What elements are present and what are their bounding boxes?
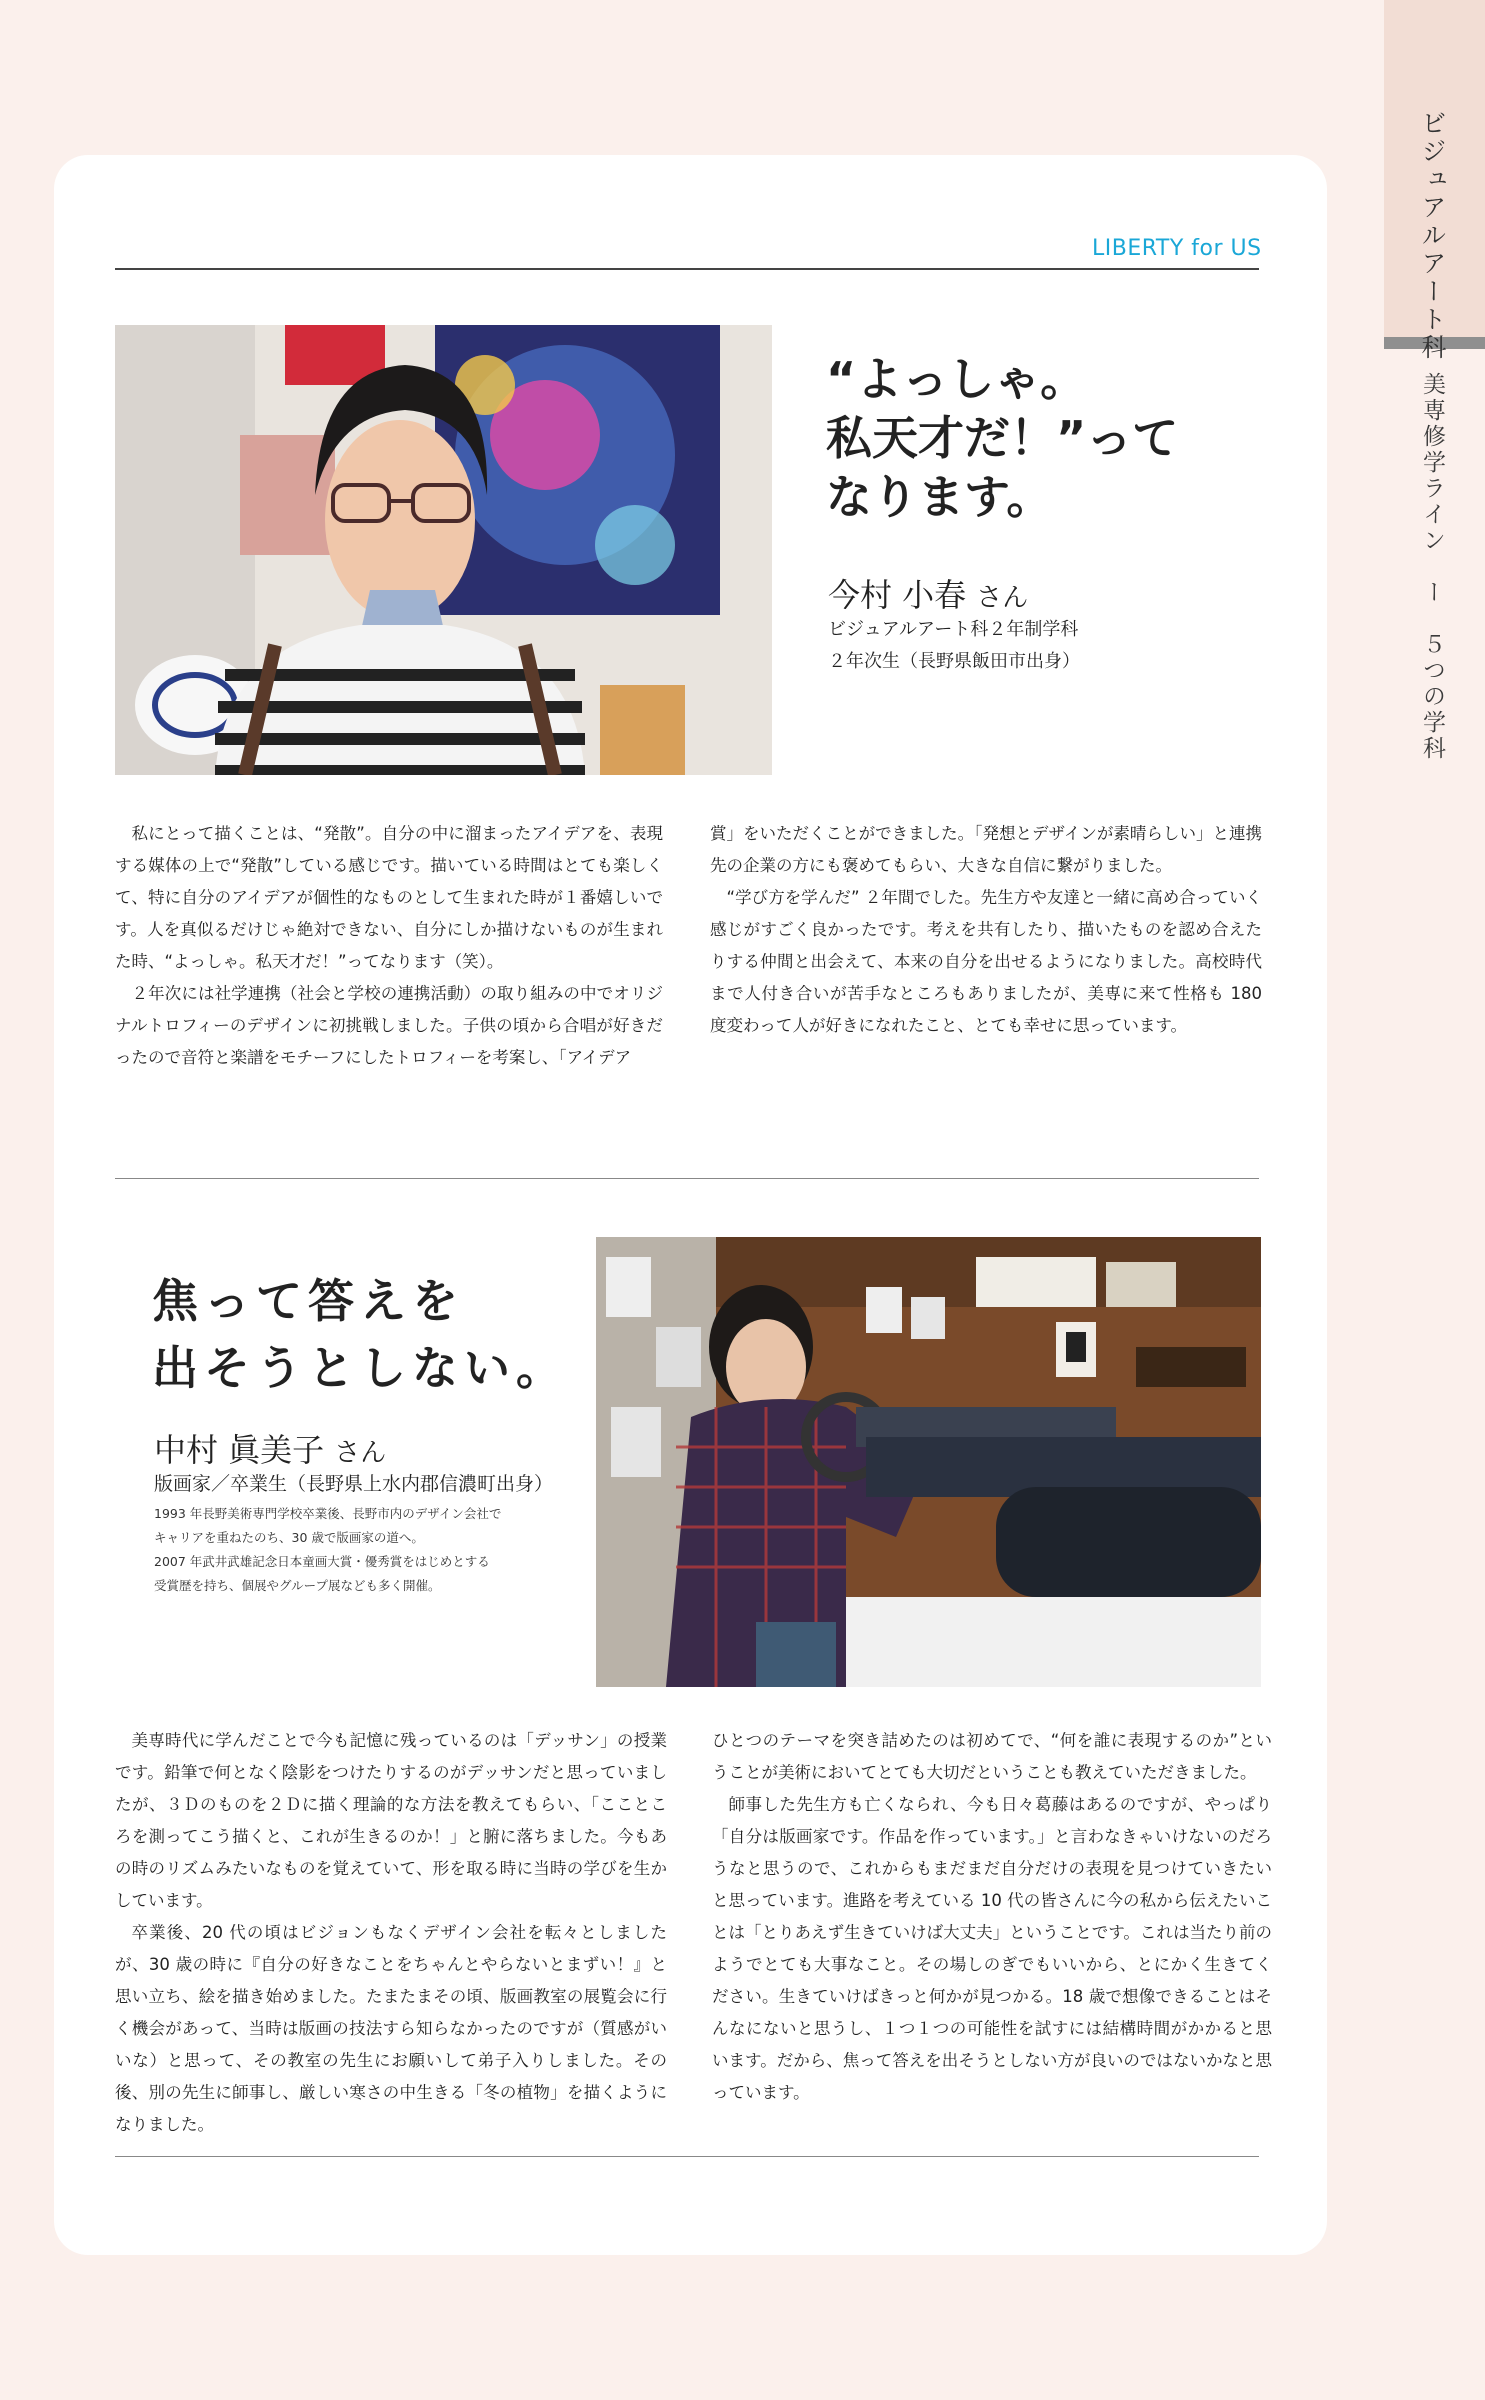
info-line: ２年次生（長野県飯田市出身） — [828, 651, 1080, 672]
paragraph: “学び方を学んだ” ２年間でした。先生方や友達と一緒に高め合っていく感じがすごく良かったです。考えを共有したり、描いたものを認め合えたりする仲間と出会えて、本来の自分を出せるようになりました。高校時代まで人付き合いが苦手なところもありましたが、美専に来て性格も 180 度変わって人が好きになれたこと、とても幸せに思っています。 — [710, 888, 1262, 1035]
body-right-imamura — [710, 818, 1262, 1042]
name-nakamura — [154, 1425, 386, 1471]
paragraph: ひとつのテーマを突き詰めたのは初めてで、“何を誰に表現するのか”ということが美術においてとても大切だということも教えていただきました。 — [712, 1731, 1272, 1782]
body-left-imamura — [115, 818, 663, 1074]
paragraph: 美専時代に学んだことで今も記憶に残っているのは「デッサン」の授業です。鉛筆で何となく陰影をつけたりするのがデッサンだと思っていましたが、３Ｄのものを２Ｄに描く理論的な方法を教えてもらい、「ここところを測ってこう描くと、これが生きるのか！」と腑に落ちました。今もあの時のリズムみたいなものを覚えていて、形を取る時に当時の学びを生かしています。 — [115, 1731, 667, 1910]
headline-nakamura — [152, 1268, 568, 1401]
paragraph: 賞」をいただくことができました。「発想とデザインが素晴らしい」と連携先の企業の方にも褒めてもらい、大きな自信に繋がりました。 — [710, 824, 1262, 875]
headline-line: 出そうとしない。 — [152, 1340, 568, 1395]
bottom-rule — [115, 2156, 1259, 2157]
portrait-photo-nakamura — [596, 1237, 1261, 1687]
headline-imamura — [826, 350, 1178, 527]
paragraph: 私にとって描くことは、“発散”。自分の中に溜まったアイデアを、表現する媒体の上で“発散”している感じです。描いている時間はとても楽しくて、特に自分のアイデアが個性的なものとして生まれた時が１番嬉しいです。人を真似るだけじゃ絶対できない、自分にしか描けないものが生まれた時、“よっしゃ。私天才だ！”ってなります（笑）。 — [115, 824, 663, 971]
headline-line: “よっしゃ。 — [826, 352, 1087, 406]
info-line: ビジュアルアート科２年制学科 — [828, 619, 1079, 640]
info-imamura — [828, 614, 1080, 678]
side-tab — [1384, 0, 1485, 2400]
body-left-nakamura — [115, 1725, 667, 2141]
paragraph: 卒業後、20 代の頃はビジョンもなくデザイン会社を転々としましたが、30 歳の時に『自分の好きなことをちゃんとやらないとまずい！』と思い立ち、絵を描き始めました。たまたまその頃、版画教室の展覧会に行く機会があって、当時は版画の技法すら知らなかったのですが（質感がいいな）と思って、その教室の先生にお願いして弟子入りしました。その後、別の先生に師事し、厳しい寒さの中生きる「冬の植物」を描くようになりました。 — [115, 1923, 667, 2134]
side-tab-section: 美専修学ライン ー ５つの学科 — [1419, 372, 1445, 762]
note-line: キャリアを重ねたのち、30 歳で版画家の道へ。 — [154, 1530, 424, 1545]
headline-line: 私天才だ！”って — [826, 410, 1179, 465]
person-name: 今村 小春 — [828, 576, 967, 614]
person-name: 中村 眞美子 — [154, 1431, 325, 1469]
name-imamura — [828, 570, 1028, 616]
paragraph: ２年次には社学連携（社会と学校の連携活動）の取り組みの中でオリジナルトロフィーのデザインに初挑戦しました。子供の頃から合唱が好きだったので音符と楽譜をモチーフにしたトロフィーを考案し、「アイデア — [115, 984, 664, 1067]
top-rule — [115, 268, 1259, 270]
honorific: さん — [976, 583, 1029, 613]
portrait-photo-imamura — [115, 325, 772, 775]
section-divider — [115, 1178, 1259, 1179]
note-line: 1993 年長野美術専門学校卒業後、長野市内のデザイン会社で — [154, 1506, 502, 1521]
info-nakamura: 版画家／卒業生（長野県上水内郡信濃町出身） — [154, 1473, 554, 1495]
body-right-nakamura — [712, 1725, 1272, 2109]
note-line: 受賞歴を持ち、個展やグループ展なども多く開催。 — [154, 1578, 441, 1593]
headline-line: なります。 — [826, 469, 1053, 524]
headline-line: 焦って答えを — [152, 1274, 464, 1328]
side-tab-department[interactable]: ビジュアルアート科 — [1418, 110, 1447, 362]
paragraph: 師事した先生方も亡くなられ、今も日々葛藤はあるのですが、やっぱり「自分は版画家です。作品を作っています。」と言わなきゃいけないのだろうなと思うので、これからもまだまだ自分だけの表現を見つけていきたいと思っています。進路を考えている 10 代の皆さんに今の私から伝えたいことは「とりあえず生きていけば大丈夫」ということです。これは当たり前のようでとても大事なこと。その場しのぎでもいいから、とにかく生きてください。生きていけばきっと何かが見つかる。18 歳で想像できることはそんなにないと思うし、１つ１つの可能性を試すには結構時間がかかると思います。だから、焦って答えを出そうとしない方が良いのではないかなと思っています。 — [712, 1795, 1272, 2102]
career-note-nakamura — [154, 1502, 574, 1598]
note-line: 2007 年武井武雄記念日本童画大賞・優秀賞をはじめとする — [154, 1554, 490, 1569]
series-tag: LIBERTY for US — [1092, 236, 1262, 261]
honorific: さん — [334, 1438, 387, 1468]
